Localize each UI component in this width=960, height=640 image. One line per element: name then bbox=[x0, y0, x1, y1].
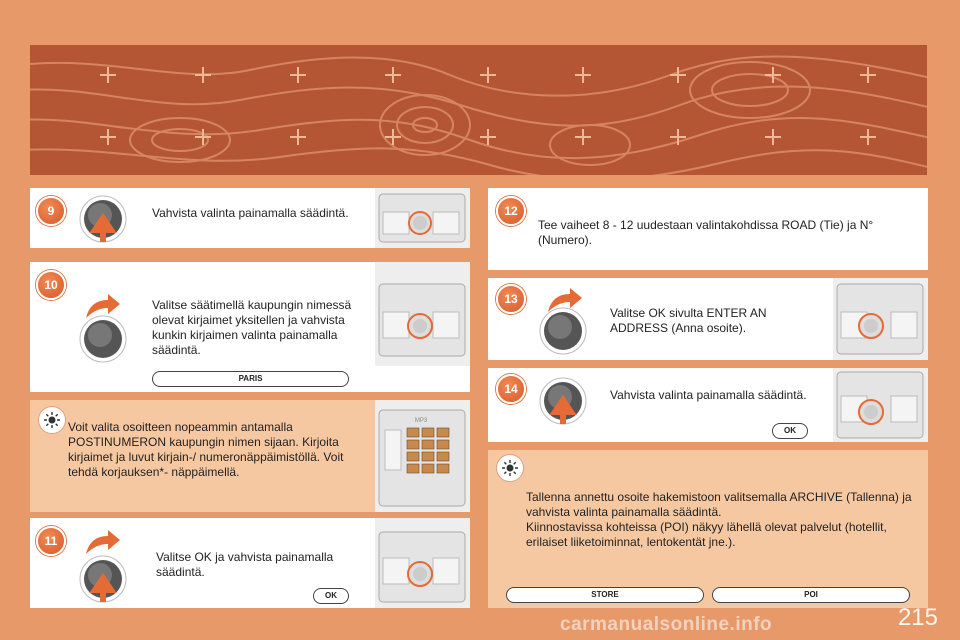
step-10-panel bbox=[30, 262, 470, 392]
knob-push-icon bbox=[78, 554, 128, 604]
page-number: 215 bbox=[897, 604, 938, 631]
step-13-panel bbox=[488, 278, 928, 360]
step-12-panel bbox=[488, 188, 928, 270]
step-number-badge: 9 bbox=[36, 196, 66, 226]
lightbulb-icon bbox=[38, 406, 66, 434]
keypad-graphic bbox=[375, 400, 470, 512]
tip-right-text-2: Kiinnostavissa kohteissa (POI) näkyy lähellä olevat palvelut (hotellit, erilaiset liiketoiminnat, lentokentät jne.). bbox=[526, 520, 887, 549]
knob-push-icon bbox=[538, 376, 588, 426]
radio-console-image bbox=[375, 262, 470, 366]
console-graphic bbox=[375, 262, 470, 366]
tip-right-text-1: Tallenna annettu osoite hakemistoon valitsemalla ARCHIVE (Tallenna) ja vahvista valinta painamalla säädintä. bbox=[526, 490, 912, 519]
radio-console-image bbox=[375, 518, 470, 608]
map-banner bbox=[30, 45, 927, 175]
radio-console-image bbox=[375, 188, 470, 248]
ok-button[interactable]: OK bbox=[313, 588, 349, 604]
store-button[interactable]: STORE bbox=[506, 587, 704, 603]
console-graphic bbox=[833, 368, 928, 442]
step-9-panel bbox=[30, 188, 470, 248]
rotate-arrow-icon bbox=[82, 526, 122, 556]
step-9-text: Vahvista valinta painamalla säädintä. bbox=[152, 206, 349, 220]
step-number-badge: 13 bbox=[496, 284, 526, 314]
radio-console-image bbox=[833, 368, 928, 442]
paris-button[interactable]: PARIS bbox=[152, 371, 349, 387]
step-number-badge: 14 bbox=[496, 374, 526, 404]
step-number-badge: 12 bbox=[496, 196, 526, 226]
step-10-text: Valitse säätimellä kaupungin nimessä olevat kirjaimet yksitellen ja vahvista kunkin kirjaimen valinta painamalla säädintä. bbox=[152, 298, 352, 357]
keypad-image bbox=[375, 400, 470, 512]
knob-icon bbox=[538, 306, 588, 356]
step-number-badge: 10 bbox=[36, 270, 66, 300]
console-graphic bbox=[375, 188, 470, 248]
step-number-badge: 11 bbox=[36, 526, 66, 556]
step-14-text: Vahvista valinta painamalla säädintä. bbox=[610, 388, 807, 402]
lightbulb-icon bbox=[496, 454, 524, 482]
ok-button[interactable]: OK bbox=[772, 423, 808, 439]
watermark: carmanualsonline.info bbox=[560, 614, 773, 635]
keypad-label: MP3 bbox=[414, 418, 428, 424]
knob-icon bbox=[78, 314, 128, 364]
tip-left-text: Voit valita osoitteen nopeammin antamalla POSTINUMERON kaupungin nimen sijaan. Kirjoita kirjaimet ja luvut kirjain-/ numeronäppäimistöllä. Voit tehdä korjauksen*- näppäimellä. bbox=[68, 420, 344, 479]
step-13-text: Valitse OK sivulta ENTER AN ADDRESS (Anna osoite). bbox=[610, 306, 767, 335]
step-14-panel bbox=[488, 368, 928, 442]
tip-panel-right bbox=[488, 450, 928, 608]
contour-map-graphic bbox=[30, 45, 927, 175]
step-12-text: Tee vaiheet 8 - 12 uudestaan valintakohdissa ROAD (Tie) ja N° (Numero). bbox=[538, 218, 874, 247]
console-graphic bbox=[375, 518, 470, 608]
radio-console-image bbox=[833, 278, 928, 360]
console-graphic bbox=[833, 278, 928, 360]
poi-button[interactable]: POI bbox=[712, 587, 910, 603]
step-11-text: Valitse OK ja vahvista painamalla säädintä. bbox=[156, 550, 334, 579]
tip-panel-left bbox=[30, 400, 470, 512]
knob-push-icon bbox=[78, 194, 128, 244]
step-11-panel bbox=[30, 518, 470, 608]
